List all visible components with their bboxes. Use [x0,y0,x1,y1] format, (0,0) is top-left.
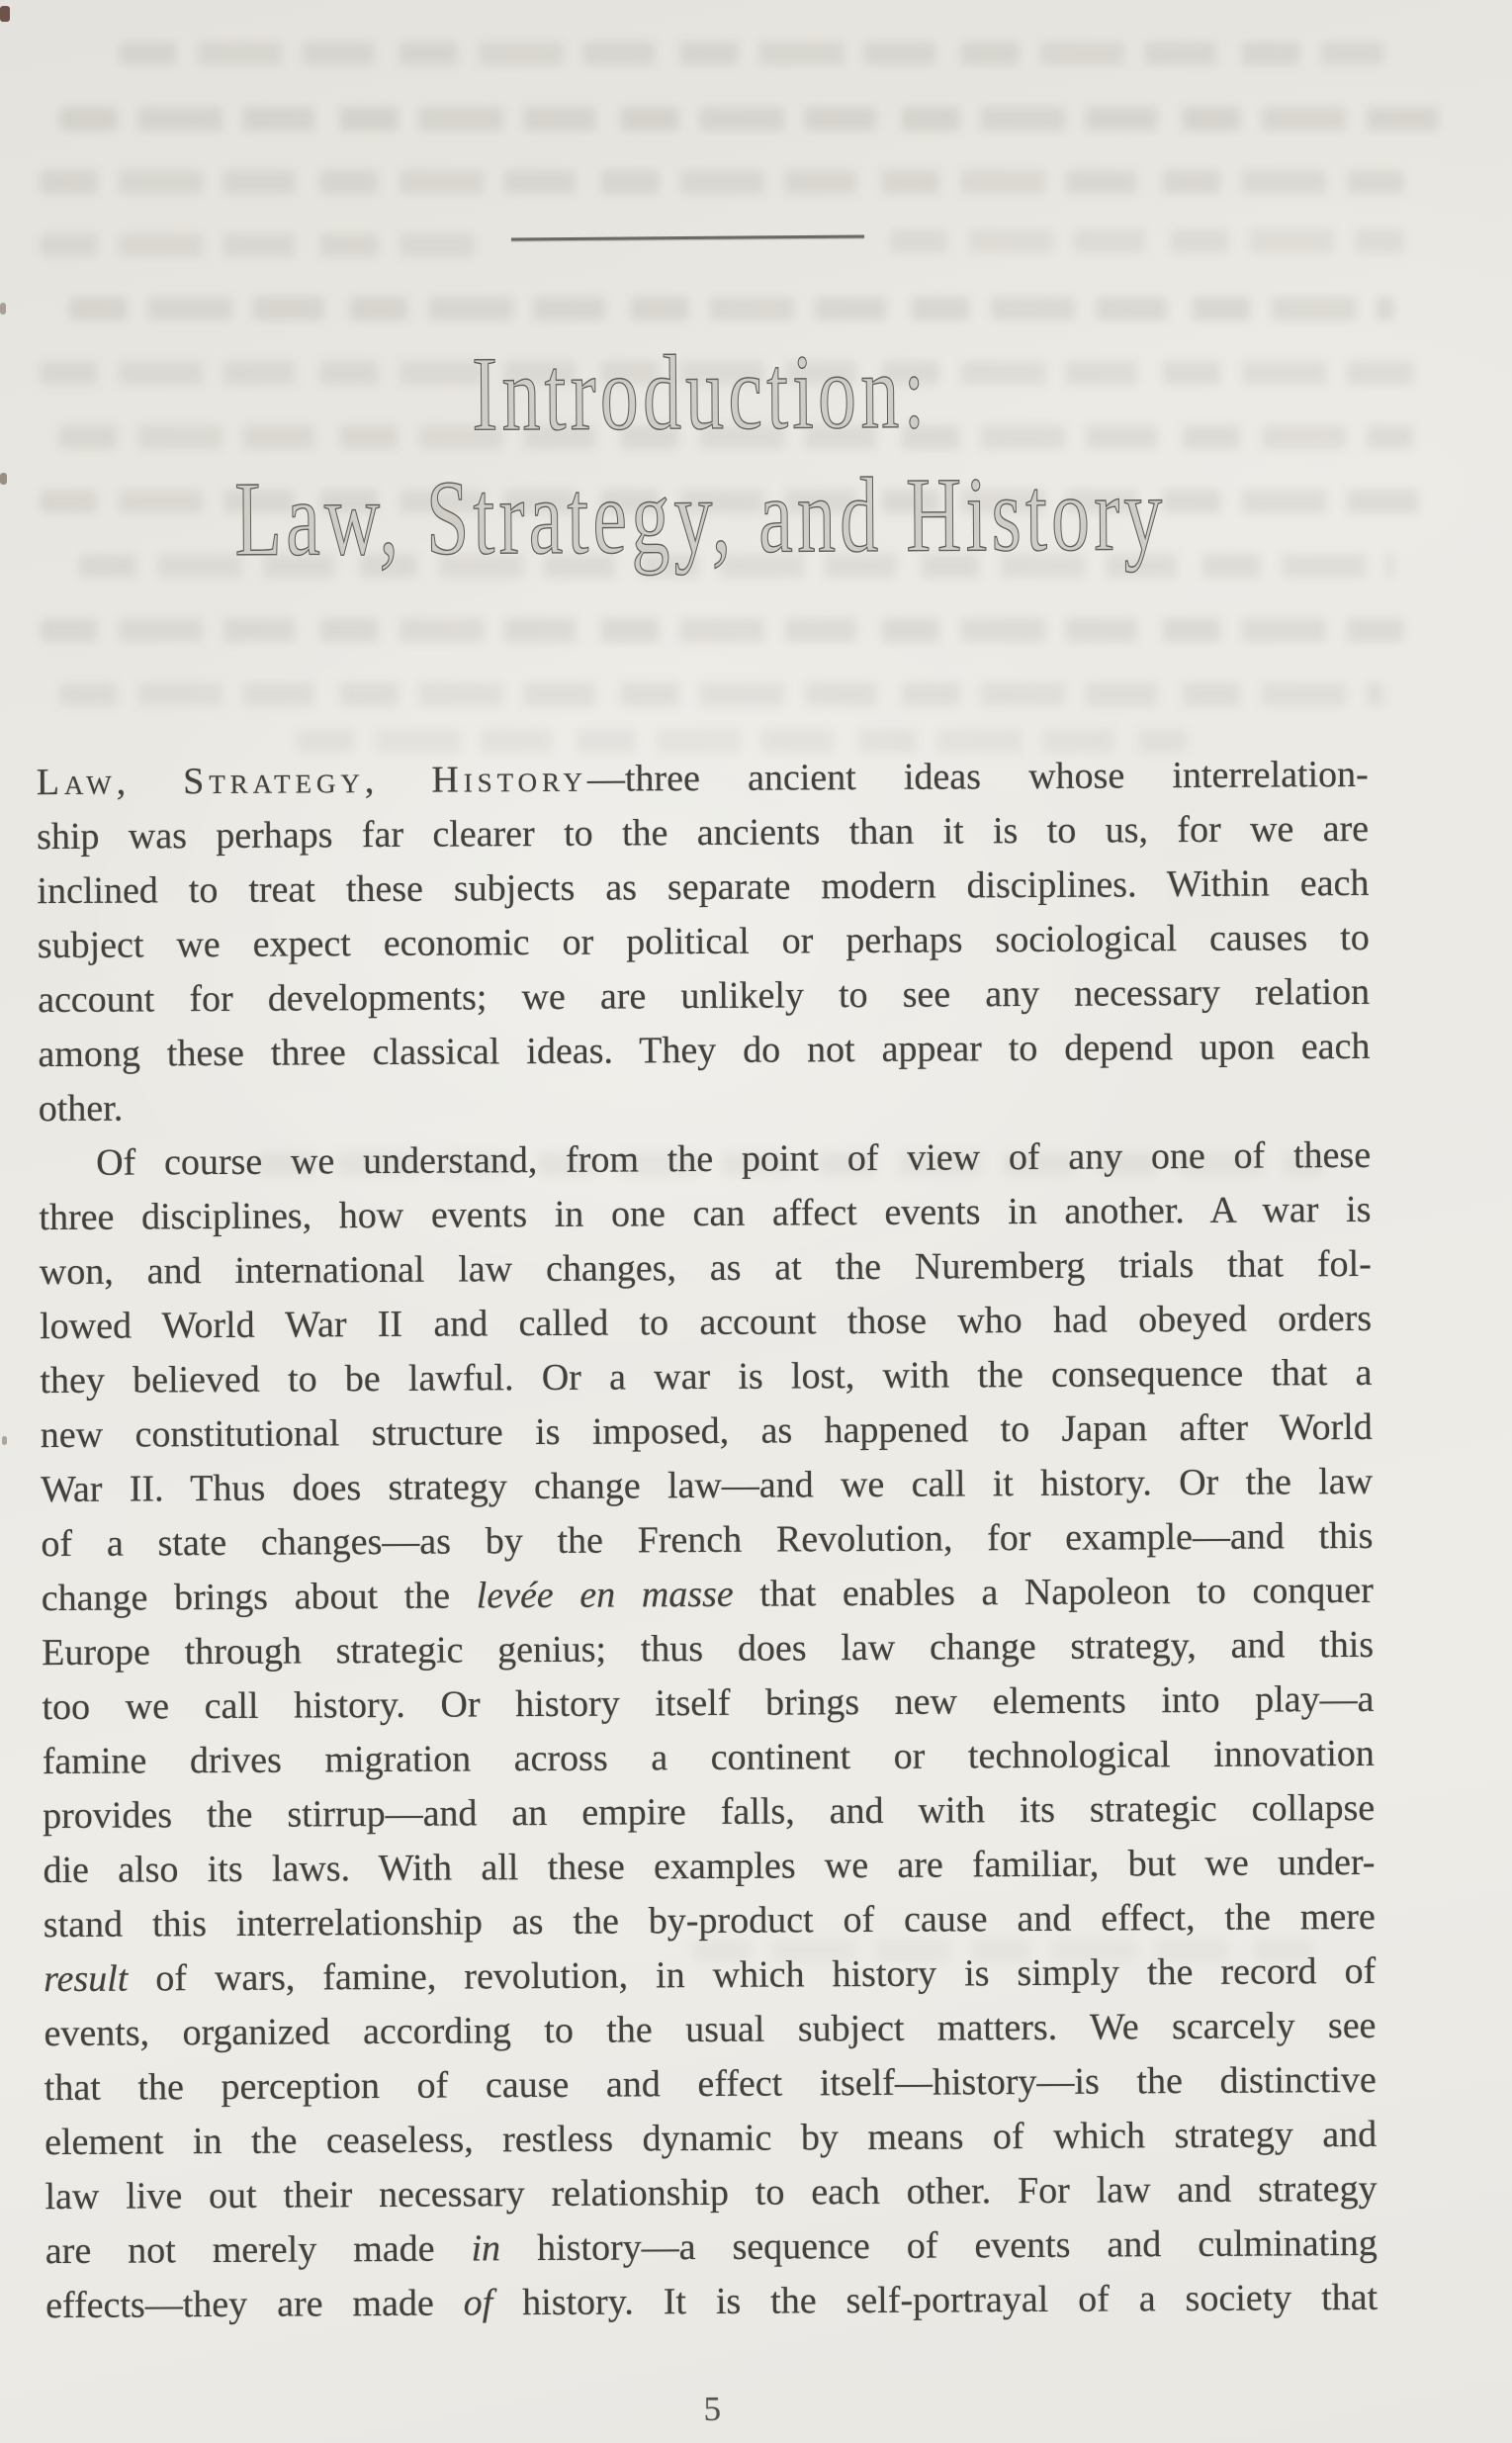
text-segment-normal: new constitutional structure is imposed, as happened to Japan after World [40,1405,1373,1457]
text-segment-italic: in [471,2227,501,2270]
text-line [40,1292,1372,1354]
text-line [44,1890,1376,1952]
text-segment-normal: Of course we understand, from the point of view of any one of these [96,1133,1372,1184]
text-segment-smallcaps: Law, Strategy, History [36,758,588,804]
text-segment-normal: effects—they are made [45,2282,464,2327]
text-segment-normal: lowed World War II and called to account those who had obeyed orders [40,1297,1373,1348]
text-segment-normal: events, organized according to the usual subject matters. We scarcely see [44,2004,1377,2055]
text-segment-normal: they believed to be lawful. Or a war is lost, with the consequence that a [40,1351,1373,1402]
text-line [41,1509,1373,1572]
text-line [39,1129,1371,1191]
text-segment-normal: famine drives migration across a continent or technological innovation [42,1732,1375,1783]
text-segment-normal: account for developments; we are unlikely to see any necessary relation [38,970,1371,1022]
text-segment-normal: too we call history. Or history itself brings new elements into play—a [42,1677,1375,1729]
text-segment-normal: War II. Thus does strategy change law—and we call it history. Or the law [41,1460,1374,1511]
text-line [42,1618,1374,1680]
chapter-title-line1-text: Introduction: [471,332,930,454]
text-segment-normal: stand this interrelationship as the by-product of cause and effect, the mere [43,1895,1376,1946]
text-segment-normal: die also its laws. With all these examples we are familiar, but we under- [43,1841,1376,1892]
text-segment-normal: that the perception of cause and effect itself—history—is the distinctive [44,2058,1377,2110]
page-edge-mark [0,303,6,315]
text-segment-normal: provides the stirrup—and an empire falls, and with its strategic collapse [43,1786,1376,1838]
text-line [44,1999,1376,2061]
text-segment-normal: law live out their necessary relationship to each other. For law and strategy [44,2167,1378,2218]
page-edge-mark [0,473,7,485]
page-number: 5 [703,2389,722,2429]
text-segment-normal: three disciplines, how events in one can affect events in another. A war is [39,1188,1372,1239]
text-segment-normal: that enables a Napoleon to conquer [733,1569,1374,1615]
text-segment-normal: inclined to treat these subjects as separate modern disciplines. Within each [37,861,1370,913]
text-segment-normal: ship was perhaps far clearer to the ancients than it is to us, for we are [36,807,1370,859]
text-line [38,1020,1370,1082]
text-line [39,1074,1371,1136]
text-line [45,2271,1378,2333]
text-line [41,1455,1373,1517]
text-segment-normal: subject we expect economic or political or perhaps sociological causes to [37,916,1370,967]
text-segment-normal: won, and international law changes, as at the Nuremberg trials that fol- [39,1242,1372,1294]
body-text [37,748,1379,2333]
text-column [32,0,1379,2443]
text-segment-normal: of a state changes—as by the French Revolution, for example—and this [41,1514,1374,1566]
text-line [37,857,1369,919]
text-segment-normal: among these three classical ideas. They do not appear to depend upon each [38,1025,1371,1076]
text-segment-normal: —three ancient ideas whose interrelation- [586,753,1369,800]
text-segment-italic: result [44,1957,129,2001]
text-line [44,2108,1377,2170]
text-line [43,1727,1375,1789]
chapter-title-line2-text: Law, Strategy, and History [234,455,1168,579]
text-line [44,2162,1377,2224]
page-edge-mark [0,6,10,22]
text-line [43,1781,1375,1844]
chapter-title-line1 [34,332,1367,454]
text-segment-normal: element in the ceaseless, restless dynamic by means of which strategy and [44,2113,1378,2164]
text-line [40,1237,1372,1300]
text-line [42,1673,1374,1735]
text-line [40,1346,1372,1408]
text-line [41,1401,1373,1463]
chapter-title-line2 [35,455,1368,579]
text-line [44,1945,1376,2007]
page-edge-mark [2,1436,7,1445]
text-segment-normal: other. [38,1087,124,1131]
text-line [38,965,1370,1028]
text-line [43,1836,1375,1898]
text-line [45,2217,1378,2279]
text-segment-normal: history. It is the self-portrayal of a society that [492,2276,1379,2324]
text-line [38,911,1370,973]
text-segment-italic: of [463,2282,493,2324]
text-segment-normal: are not merely made [44,2227,472,2273]
text-line [39,1183,1371,1245]
text-line [37,748,1369,810]
text-segment-normal: Europe through strategic genius; thus does law change strategy, and this [42,1623,1375,1674]
text-segment-normal: change brings about the [41,1575,477,1620]
text-line [37,802,1369,864]
text-line [44,2053,1377,2116]
text-line [42,1564,1374,1626]
text-segment-normal: of wars, famine, revolution, in which history is simply the record of [128,1949,1377,2000]
text-segment-normal: history—a sequence of events and culminating [499,2221,1378,2270]
text-segment-italic: levée en masse [476,1573,734,1617]
